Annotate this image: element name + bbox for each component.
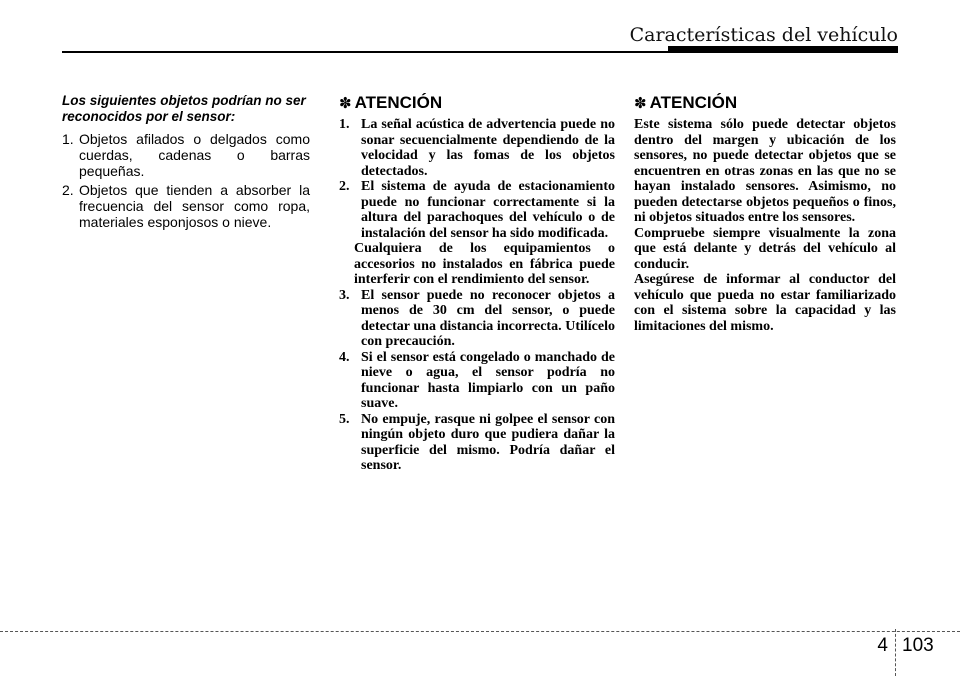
asterisk-icon: ✽: [634, 94, 647, 112]
list-item-number: 1.: [62, 131, 74, 147]
list-item: [339, 412, 615, 474]
paragraph: Compruebe siempre visualmente la zona que está delante y detrás del vehículo al conducir.: [634, 225, 896, 272]
footer-rule: [0, 631, 960, 632]
list-item-text: Objetos que tienden a absorber la frecuencia del sensor como ropa, materiales esponjosos o nieve.: [79, 182, 310, 230]
object-list: [62, 131, 310, 230]
list-item: [339, 117, 615, 179]
list-item-number: 3.: [339, 287, 350, 303]
paragraph: Este sistema sólo puede detectar objetos dentro del margen y ubicación de los sensores, no puede detectar objetos que se encuentren en otras zonas en las que no se hayan instalado sensores. Asimismo, no pueden detectarse objetos pequeños o finos, ni objetos situados entre los sensores.: [634, 117, 896, 225]
attention-title: ATENCIÓN: [649, 93, 738, 112]
list-item-text: El sistema de ayuda de estacionamiento puede no funcionar correctamente si la altura del parachoques del vehículo o de instalación del sensor ha sido modificada.: [361, 179, 615, 241]
column-left: [62, 93, 310, 233]
list-item-text: No empuje, rasque ni golpee el sensor con ningún objeto duro que pudiera dañar la superficie del mismo. Podría dañar el sensor.: [361, 411, 615, 473]
list-item: [339, 179, 615, 241]
list-item: [339, 288, 615, 350]
list-item-note: Cualquiera de los equipamientos o accesorios no instalados en fábrica puede interferir con el rendimiento del sensor.: [354, 241, 615, 287]
attention-title: ATENCIÓN: [354, 93, 443, 112]
chapter-number: 4: [877, 635, 888, 656]
attention-heading: [634, 93, 896, 113]
list-item: [62, 182, 310, 230]
column-middle: [339, 93, 615, 474]
list-item-text: La señal acústica de advertencia puede no sonar secuencialmente dependiendo de la velocidad y las fomas de los objetos detectados.: [361, 117, 615, 179]
footer-separator: [895, 629, 896, 676]
list-item-text: El sensor puede no reconocer objetos a menos de 30 cm del sensor, o puede detectar una distancia incorrecta. Utilícelo con precaución.: [361, 287, 615, 349]
attention-list: [339, 117, 615, 474]
attention-heading: [339, 93, 615, 113]
list-item: [339, 350, 615, 412]
list-item-number: 2.: [339, 179, 350, 194]
column-right: [634, 93, 896, 334]
header-rule: [62, 51, 672, 53]
paragraph: Asegúrese de informar al conductor del vehículo que pueda no estar familiarizado con el sistema sobre la capacidad y las limitaciones del mismo.: [634, 272, 896, 334]
list-item-number: 4.: [339, 349, 350, 365]
attention-body: [634, 117, 896, 334]
list-item-number: 2.: [62, 182, 74, 198]
list-item-number: 5.: [339, 411, 350, 427]
list-item-text: Si el sensor está congelado o manchado de nieve o agua, el sensor podría no funcionar hasta limpiarlo con un paño suave.: [361, 349, 615, 411]
list-item-number: 1.: [339, 117, 350, 132]
list-item-text: Objetos afilados o delgados como cuerdas, cadenas o barras pequeñas.: [79, 131, 310, 179]
page-number: 103: [902, 635, 934, 656]
list-item: [62, 131, 310, 179]
intro-heading: Los siguientes objetos podrían no ser reconocidos por el sensor:: [62, 93, 306, 124]
asterisk-icon: ✽: [339, 94, 352, 112]
page-header-title: Características del vehículo: [629, 24, 898, 46]
header-rule-accent: [668, 46, 898, 53]
